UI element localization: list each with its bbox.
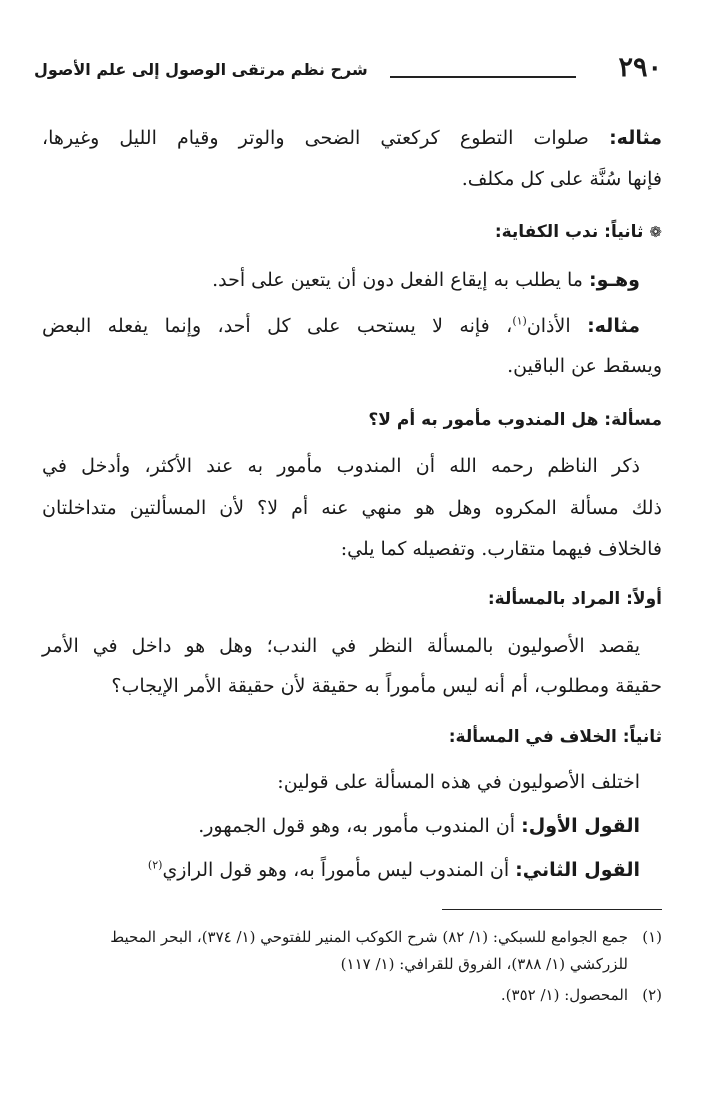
flower-icon: ❁ [649,223,662,241]
footnote-reference[interactable]: (٢) [147,858,163,872]
footnote-reference[interactable]: (١) [512,314,527,328]
footnote-rule [442,909,662,910]
body-paragraph-line: يقصد الأصوليون بالمسألة النظر في الندب؛ وهل هو داخل في الأمر [42,635,640,657]
definition-line: وهـو: ما يطلب به إيقاع الفعل دون أن يتعين على أحد. [212,269,640,291]
example-paragraph-line: مثاله: الأذان$^{(١)}$، فإنه لا يستحب على كل أحد، وإنما يفعله البعض [42,314,640,337]
body-paragraph-line: فالخلاف فيهما متقارب. وتفصيله كما يلي: [340,538,662,560]
running-title: شرح نظم مرتقى الوصول إلى علم الأصول [34,60,368,79]
body-paragraph-line: ذكر الناظم رحمه الله أن المندوب مأمور به عند الأكثر، وأدخل في [42,455,640,477]
footnote-number: (١) [642,928,662,946]
footnote: (١)جمع الجوامع للسبكي: (١/ ٨٢) شرح الكوكب المنير للفتوحي (١/ ٣٧٤)، البحر المحيط [110,928,662,946]
body-paragraph-line: اختلف الأصوليون في هذه المسألة على قولين: [277,771,640,793]
header-rule [390,76,576,78]
question-heading: مسألة: هل المندوب مأمور به أم لا؟ [368,410,662,430]
section-heading: ❁ثانياً: ندب الكفاية: [42,218,662,246]
section-heading: أولاً: المراد بالمسألة: [487,589,662,609]
opinion-line: القول الأول: أن المندوب مأمور به، وهو قول الجمهور. [198,815,640,837]
page-number: ٢٩٠ [618,52,662,83]
footnote-number: (٢) [642,986,662,1004]
page-header [34,50,662,90]
footnote: (٢)المحصول: (١/ ٣٥٢). [500,986,662,1004]
opinion-line: القول الثاني: أن المندوب ليس مأموراً به، وهو قول الرازي$^{(٢)}$ [147,858,640,881]
example-paragraph-line: مثاله: صلوات التطوع كركعتي الضحى والوتر وقيام الليل وغيرها، [42,127,662,149]
section-heading: ثانياً: الخلاف في المسألة: [448,727,662,747]
example-paragraph-line: فإنها سُنَّة على كل مكلف. [461,168,662,190]
body-paragraph-line: ذلك مسألة المكروه وهل هو منهي عنه أم لا؟ لأن المسألتين متداخلتان [42,497,662,519]
footnote-continuation: للزركشي (١/ ٣٨٨)، الفروق للقرافي: (١/ ١١٧) [340,955,628,973]
example-paragraph-line: ويسقط عن الباقين. [507,355,662,377]
body-paragraph-line: حقيقة ومطلوب، أم أنه ليس مأموراً به حقيقة لأن حقيقة الأمر الإيجاب؟ [111,675,662,697]
